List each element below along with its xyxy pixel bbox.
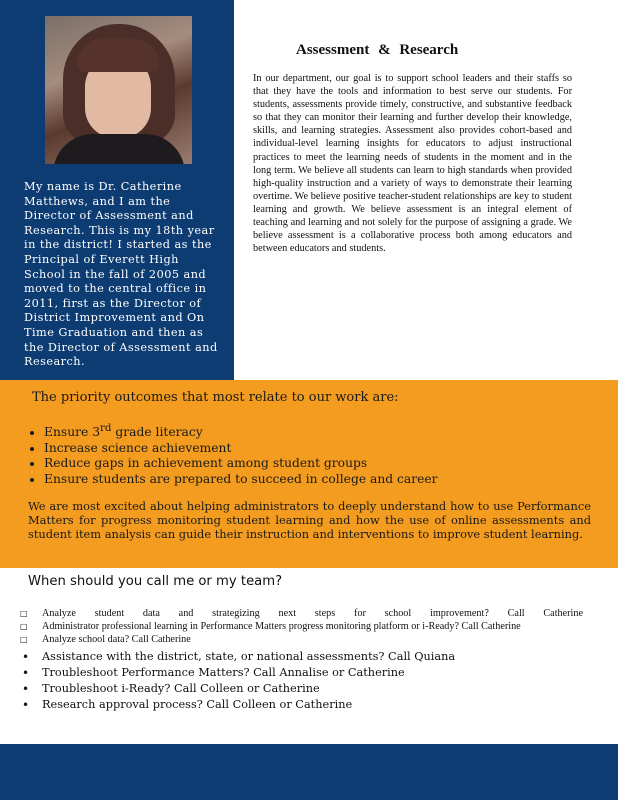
priority-item <box>44 472 438 488</box>
box-icon: □ <box>20 634 28 644</box>
priority-superscript: rd <box>100 422 112 434</box>
box-icon: □ <box>20 621 28 631</box>
call-item-text: Administrator professional learning in Performance Matters progress monitoring platform or i-Ready? Call Catherine <box>42 620 521 632</box>
call-item <box>0 634 618 647</box>
photo-shoulders <box>53 134 185 164</box>
photo-bangs <box>77 38 159 72</box>
priority-text: Ensure 3 <box>44 425 101 440</box>
bullet-icon: • <box>22 666 30 681</box>
priorities-list <box>26 421 438 487</box>
call-item <box>0 608 618 621</box>
bullet-icon: • <box>22 698 30 713</box>
profile-photo <box>45 16 192 164</box>
priority-text: Increase science achievement <box>44 440 232 455</box>
profile-bio: My name is Dr. Catherine Matthews, and I am the Director of Assessment and Research. This is my 18th year in the district! I started as the Principal of Everett High School in the fall of 2005 and moved to the central office in 2011, first as the Director of District Improvement and On Time Graduation and then as the Director of Assessment and Research. <box>24 180 218 369</box>
department-title: Assessment & Research <box>296 42 459 58</box>
call-item <box>0 697 618 713</box>
priority-text: Ensure students are prepared to succeed in college and career <box>44 471 438 486</box>
call-item <box>0 649 618 665</box>
call-item-text: Troubleshoot i-Ready? Call Colleen or Catherine <box>42 682 320 696</box>
call-item-text: Troubleshoot Performance Matters? Call Annalise or Catherine <box>42 666 405 680</box>
priorities-heading: The priority outcomes that most relate to our work are: <box>32 390 399 405</box>
priority-item <box>44 441 438 457</box>
call-item-text: Research approval process? Call Colleen or Catherine <box>42 698 353 712</box>
call-item <box>0 621 618 634</box>
call-item-text: Assistance with the district, state, or national assessments? Call Quiana <box>42 650 456 664</box>
priority-text: Reduce gaps in achievement among student groups <box>44 456 368 471</box>
call-item <box>0 681 618 697</box>
call-list <box>0 608 618 713</box>
call-item-text: Analyze student data and strategizing next steps for school improvement? Call Catherine <box>42 608 583 619</box>
priority-item <box>44 421 438 441</box>
excited-paragraph: We are most excited about helping administrators to deeply understand how to use Performance Matters for progress monitoring student learning and how the use of online assessments and student item analysis can guide their instruction and interventions to improve student learning. <box>28 499 591 542</box>
box-icon: □ <box>20 609 28 618</box>
bullet-icon: • <box>22 650 30 665</box>
call-heading: When should you call me or my team? <box>28 574 283 589</box>
priority-text-tail: grade literacy <box>111 425 203 440</box>
priority-item <box>44 456 438 472</box>
footer-band <box>0 744 618 800</box>
department-description: In our department, our goal is to support school leaders and their staffs so that they have the tools and information to best serve our students. For students, assessments provide timely, constructive, and substantive feedback so that they can monitor their learning and further develop their knowledge, skills, and learning strategies. Assessment also provides cohort-based and individual-level learning insights for educators to adjust instructional practices to meet the learning needs of students in the moment and in the long term. We believe all students can learn to high standards when provided high-quality instruction and a variety of ways to demonstrate their learning overtime. We believe positive teacher-student relationships are key to student learning and growth. We believe assessment is an integral element of teaching and learning and not solely for the purpose of assigning a grade. We believe assessment is a collaborative process both among educators and between educators and students. <box>253 73 572 255</box>
bullet-icon: • <box>22 682 30 697</box>
call-item <box>0 665 618 681</box>
call-item-text: Analyze school data? Call Catherine <box>42 633 191 645</box>
